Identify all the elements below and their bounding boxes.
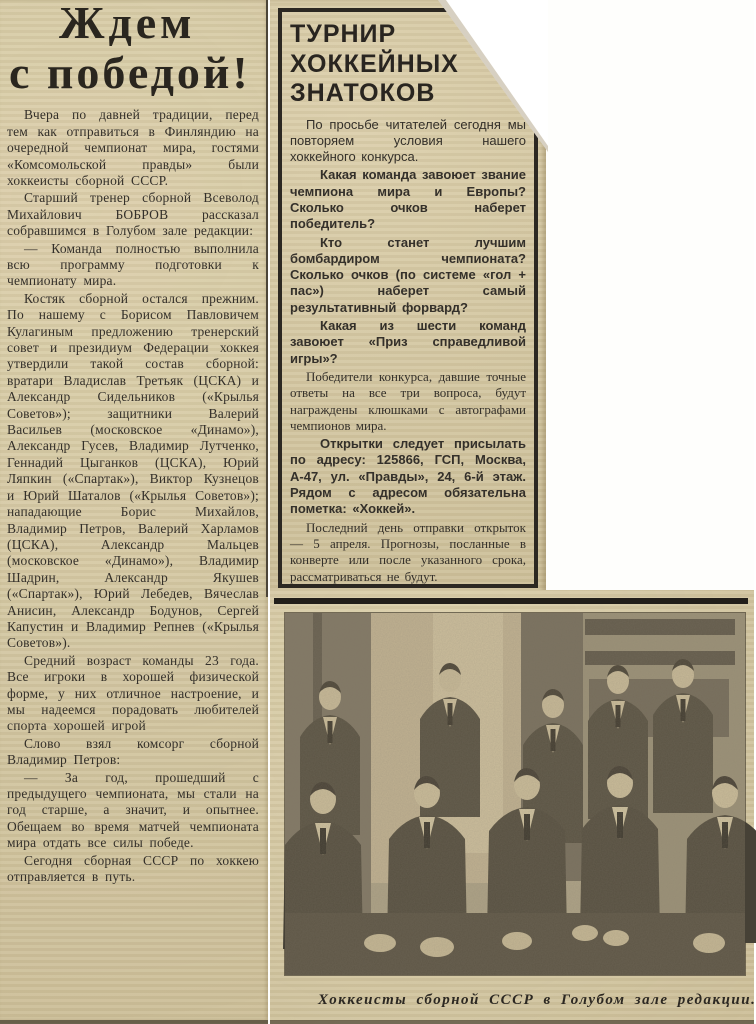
contest-paragraph: Открытки следует присылать по адресу: 125866, ГСП, Москва, А-47, ул. «Правды», 24, 6-й этаж. Рядом с адресом обязательна пометка: «Хоккей». [290, 436, 526, 517]
contest-paragraphs [290, 117, 526, 641]
contest-paragraph: Кто станет лучшим бомбардиром чемпионата? Сколько очков (по системе «гол + пас») наберет самый результативный форвард? [290, 234, 526, 315]
article-headline [7, 0, 259, 97]
photo-section [270, 590, 754, 1024]
article-paragraph: Костяк сборной остался прежним. По нашему с Борисом Павловичем Кулагиным предложению тренерский совет и президиум Федерации хоккея утвердили такой состав сборной: вратари Владислав Третьяк (ЦСКА) и Александр Сидельников («Крылья Советов»); защитники Валерий Васильев (московское «Динамо»), Александр Гусев, Владимир Лутченко, Геннадий Цыганков (ЦСКА), Юрий Ляпкин («Спартак»), Виктор Кузнецов и Юрий Шаталов («Крылья Советов»); нападающие Борис Михайлов, Владимир Петров, Валерий Харламов (ЦСКА), Александр Мальцев (московское «Динамо»), Владимир Шадрин, Александр Якушев («Спартак»), Юрий Лебедев, Вячеслав Анисин, Александр Бодунов, Сергей Капустин и Владимир Репнев («Крылья Советов»). [7, 290, 259, 651]
contest-paragraph: Последний день отправки открыток — 5 апреля. Прогнозы, посланные в конверте или после указанного срока, рассматриваться не будут. [290, 519, 526, 584]
contest-paragraph: По просьбе читателей сегодня мы повторяем условия нашего хоккейного конкурса. [290, 116, 526, 165]
contest-title-line1: ТУРНИР ХОККЕЙНЫХ [290, 20, 459, 78]
article-paragraph: Средний возраст команды 23 года. Все игроки в хорошей физической форме, у них отличное настроение, и мы надеемся порадовать любителей спорта хорошей игрой [7, 652, 259, 734]
team-photo [285, 613, 745, 975]
article-paragraph: Сегодня сборная СССР по хоккею отправляется в путь. [7, 852, 259, 885]
article-paragraph: — За год, прошедший с предыдущего чемпионата, мы стали на год старше, а значит, и опытнее. Обещаем во время матчей чемпионата мира отдать все силы победе. [7, 769, 259, 851]
contest-title-line2: ЗНАТОКОВ [290, 79, 436, 107]
article-paragraph: Старший тренер сборной Всеволод Михайлович БОБРОВ рассказал собравшимся в Голубом зале редакции: [7, 190, 259, 239]
contest-paragraph: Какая команда завоюет звание чемпиона мира и Европы? Сколько очков наберет победитель? [290, 167, 526, 232]
team-photo-illustration [285, 613, 745, 975]
contest-paragraph: Победители конкурса, давшие точные ответы на все три вопроса, будут награждены клюшками с автографами чемпионов мира. [290, 368, 526, 433]
headline-line1: Ждем [59, 0, 196, 48]
photo-caption: Хоккеисты сборной СССР в Голубом зале редакции. [318, 992, 756, 1008]
column-divider-rule [266, 0, 268, 597]
section-divider-rule [274, 598, 748, 604]
contest-paragraph: Какая из шести команд завоюет «Приз справедливой игры»? [290, 318, 526, 366]
article-paragraph: — Команда полностью выполнила всю программу подготовки к чемпионату мира. [7, 240, 259, 289]
article-paragraph: Вчера по давней традиции, перед тем как отправиться в Финляндию на очередной чемпионат мира, гостями «Комсомольской правды» были хоккеисты сборной СССР. [7, 107, 259, 188]
contest-box [278, 8, 538, 588]
article-paragraph: Слово взял комсорг сборной Владимир Петров: [7, 735, 259, 768]
headline-line2: с победой! [9, 46, 251, 98]
left-article [0, 0, 268, 1024]
left-article-paragraphs [7, 107, 259, 885]
